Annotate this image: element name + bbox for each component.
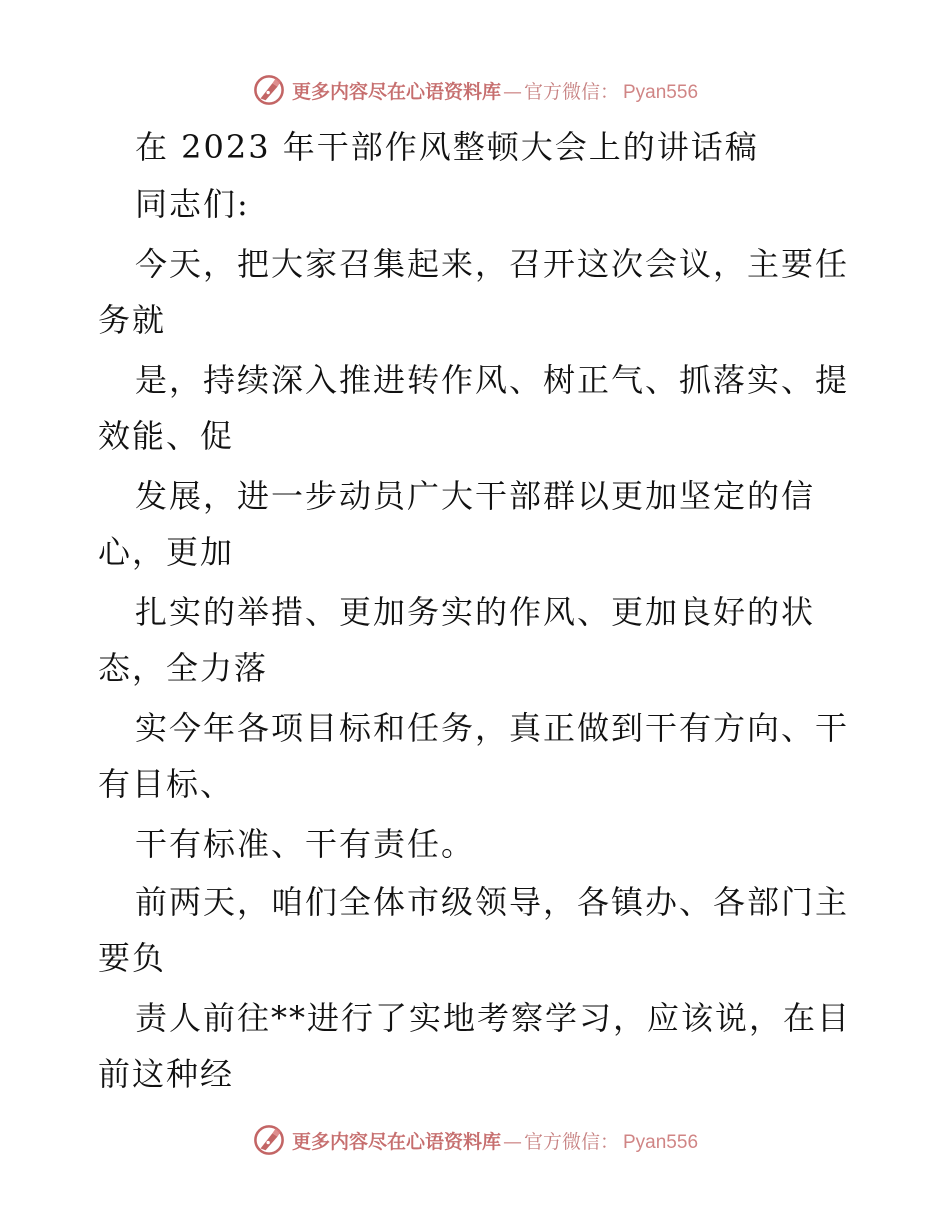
paragraph-line: 前两天，咱们全体市级领导，各镇办、各部门主 — [135, 883, 850, 921]
pen-nib-logo-icon — [252, 1123, 286, 1157]
paragraph-line: 有目标、 — [98, 765, 235, 803]
pen-nib-logo-icon — [252, 73, 286, 107]
paragraph-line: 是，持续深入推进转作风、树正气、抓落实、提 — [135, 361, 850, 399]
footer-watermark — [0, 1120, 950, 1160]
paragraph-line: 责人前往**进行了实地考察学习，应该说，在目 — [135, 999, 852, 1037]
paragraph-line: 发展，进一步动员广大干部群以更加坚定的信 — [135, 477, 816, 515]
paragraph-line: 同志们: — [135, 185, 250, 223]
watermark-wechat-id: Pyan556 — [623, 1131, 699, 1153]
paragraph-line: 前这种经 — [98, 1055, 235, 1093]
paragraph-line: 今天，把大家召集起来，召开这次会议，主要任 — [135, 245, 850, 283]
watermark-separator: — — [502, 80, 522, 103]
paragraph-line: 心，更加 — [98, 533, 235, 571]
paragraph-line: 扎实的举措、更加务实的作风、更加良好的状 — [135, 593, 816, 631]
paragraph-line: 务就 — [98, 301, 167, 339]
header-watermark — [0, 70, 950, 110]
paragraph-line: 要负 — [98, 939, 167, 977]
paragraph-line: 效能、促 — [98, 417, 235, 455]
document-title: 在 2023 年干部作风整顿大会上的讲话稿 — [135, 128, 759, 166]
watermark-sub-text: 官方微信： — [523, 80, 619, 103]
watermark-separator: — — [502, 1130, 522, 1153]
watermark-main-text: 更多内容尽在心语资料库 — [291, 1130, 501, 1153]
paragraph-line: 实今年各项目标和任务，真正做到干有方向、干 — [135, 709, 850, 747]
watermark-main-text: 更多内容尽在心语资料库 — [291, 80, 501, 103]
paragraph-line: 干有标准、干有责任。 — [135, 825, 476, 863]
watermark-wechat-id: Pyan556 — [623, 81, 699, 103]
paragraph-line: 态，全力落 — [98, 649, 269, 687]
watermark-sub-text: 官方微信： — [523, 1130, 619, 1153]
